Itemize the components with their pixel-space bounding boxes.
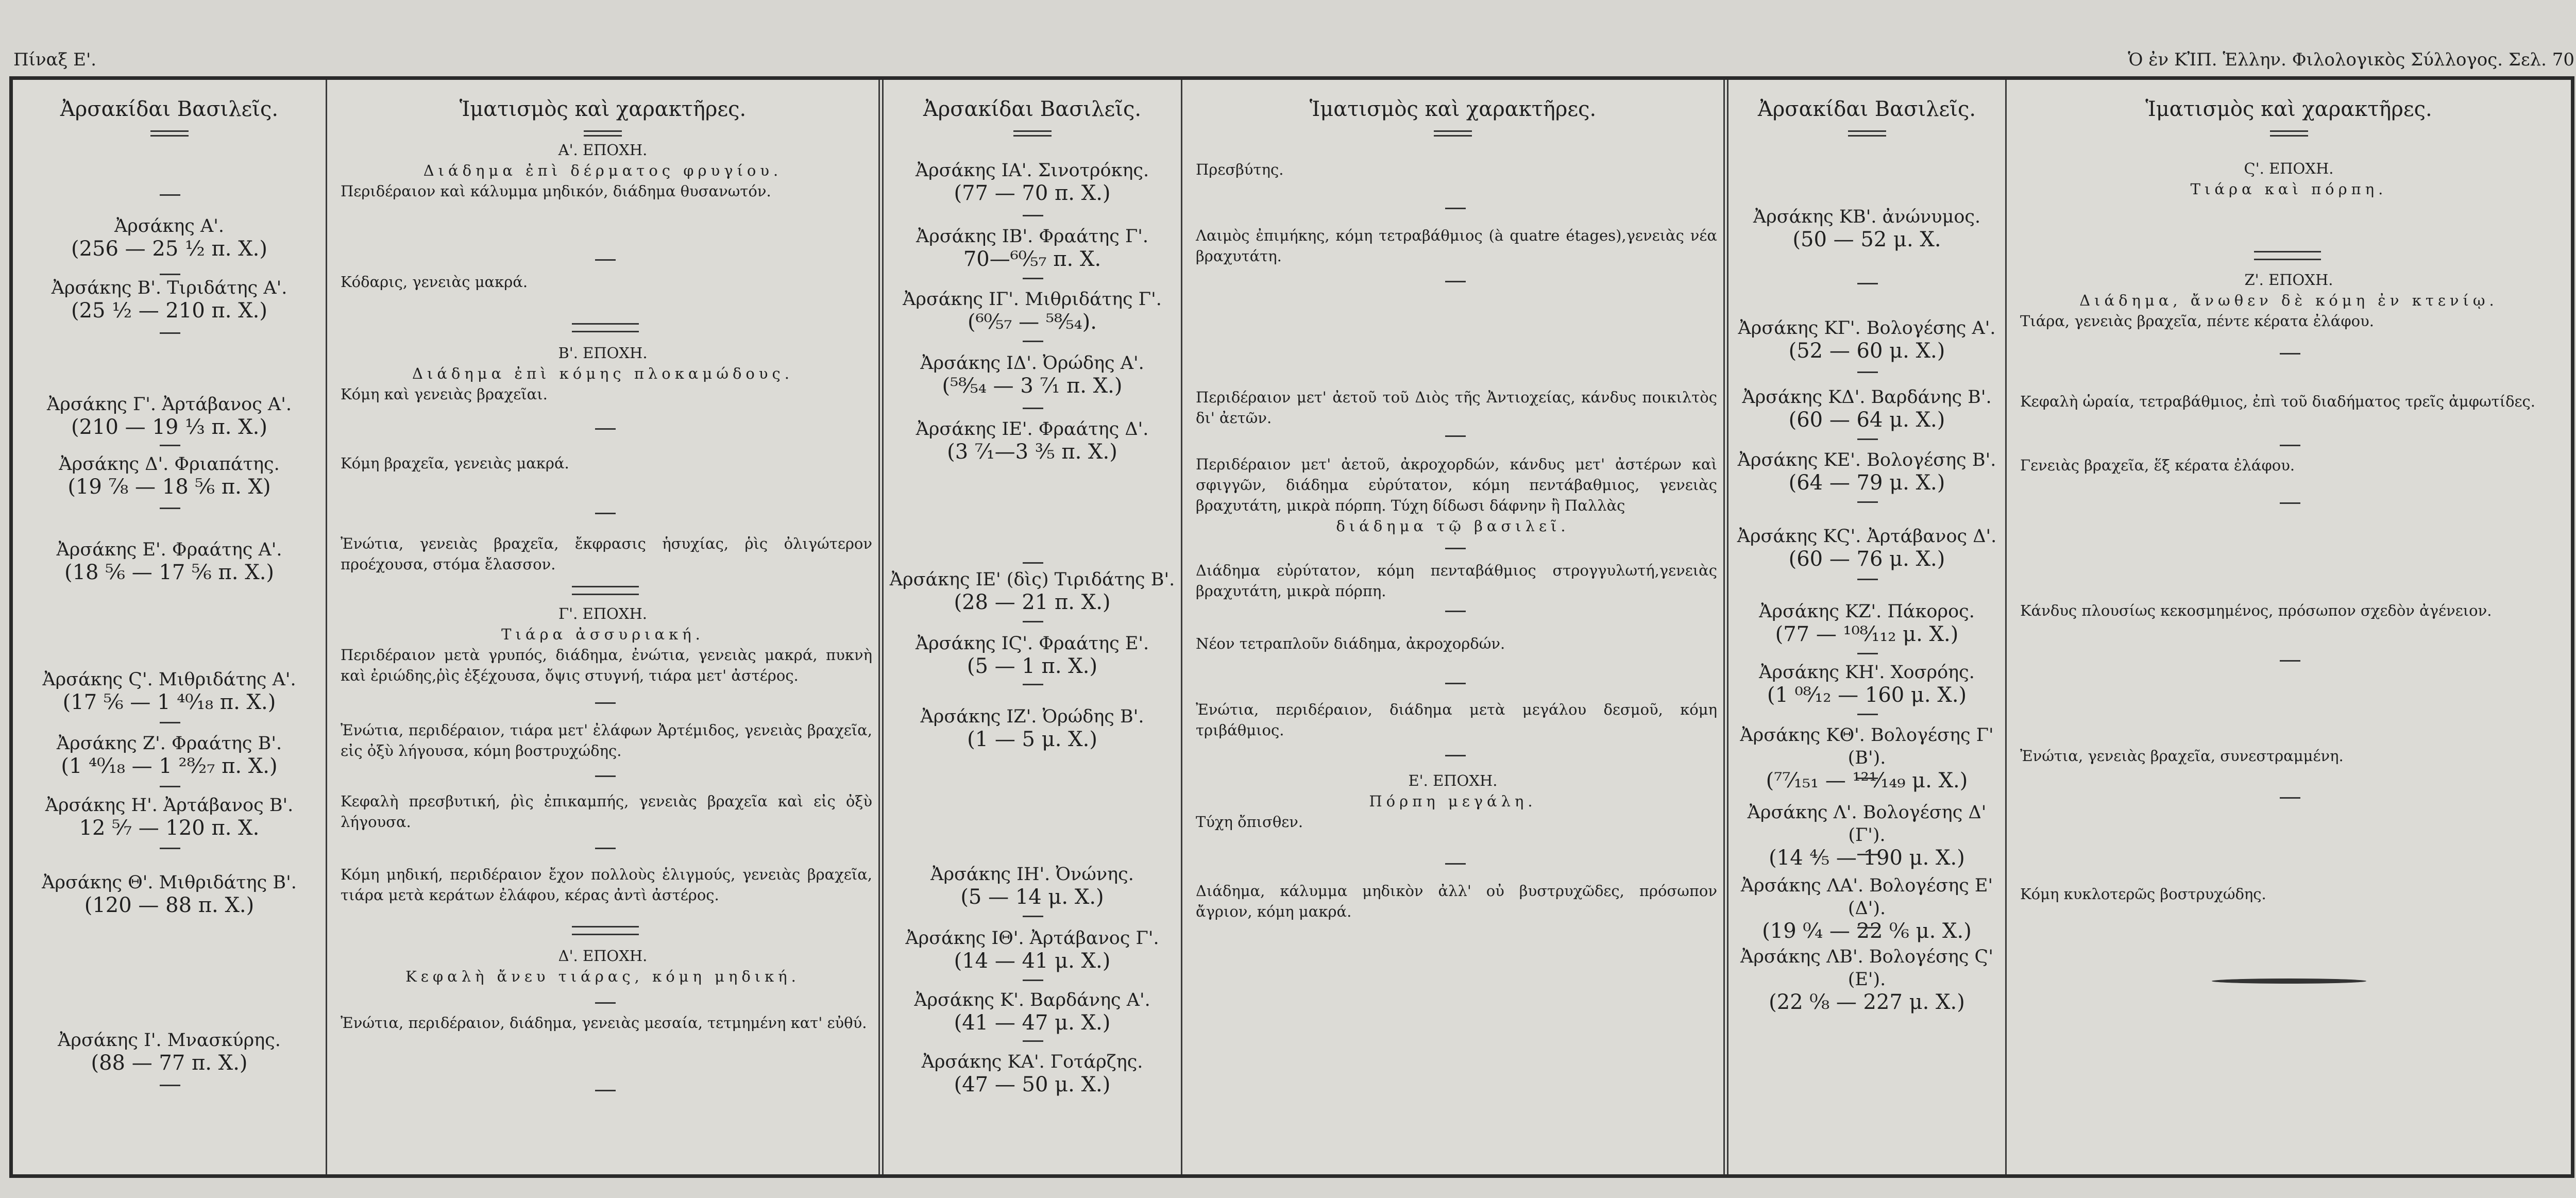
king-entry: Ἀρσάκης Ε'. Φραάτης Α'. (18 ⅚ — 17 ⅚ π. Χ.): [56, 539, 282, 584]
separator: [1023, 278, 1043, 279]
column-heading: Ἀρσακίδαι Βασιλεῖς.: [60, 97, 279, 121]
king-entry: Ἀρσάκης Γ'. Ἀρτάβανος Α'. (210 — 19 ⅓ π. Χ.): [47, 394, 292, 439]
separator: [1857, 372, 1878, 373]
separator: [595, 513, 616, 514]
separator: [1857, 778, 1878, 779]
dress-column-2: [1182, 80, 1728, 1174]
separator: [2280, 660, 2300, 662]
separator: [1445, 683, 1466, 684]
epoch-title: Δ'. ΕΠΟΧΗ.: [558, 947, 648, 965]
separator: [1445, 863, 1466, 865]
separator: [1445, 208, 1466, 209]
kings-column-2: [884, 80, 1182, 1174]
separator: [2280, 353, 2300, 355]
epoch-title: Β'. ΕΠΟΧΗ.: [558, 344, 648, 362]
separator: [1857, 579, 1878, 580]
heading-rule: [1434, 130, 1472, 137]
separator: [595, 848, 616, 849]
separator: [1023, 684, 1043, 685]
king-entry: Ἀρσάκης ΙΗ'. Ὀνώνης. (5 — 14 μ. Χ.): [930, 864, 1134, 909]
column-heading: Ἱματισμὸς καὶ χαρακτῆρες.: [2145, 97, 2432, 121]
king-entry: Ἀρσάκης ΚΕ'. Βολογέσης Β'. (64 — 79 μ. Χ.): [1737, 450, 1996, 495]
column-heading: Ἀρσακίδαι Βασιλεῖς.: [1757, 97, 1976, 121]
separator: [595, 702, 616, 704]
separator: [595, 1090, 616, 1091]
description-text: Κάνδυς πλουσίως κεκοσμημένος, πρόσωπον σχεδὸν ἀγένειον.: [2020, 602, 2492, 619]
separator: [1857, 283, 1878, 284]
description-text: Διάδημα, κάλυμμα μηδικὸν ἀλλ' οὐ βυστρυχῶδες, πρόσωπον ἄγριον, κόμη μακρά.: [1196, 882, 1717, 920]
epoch-separator: [572, 926, 639, 935]
king-entry: Ἀρσάκης Ι'. Μνασκύρης. (88 — 77 π. Χ.): [58, 1030, 281, 1075]
king-entry: Ἀρσάκης ΛΒ'. Βολογέσης Ϛ' (Ε'). (22 ⁰⁄₈ — 227 μ. Χ.): [1740, 947, 1993, 1014]
description-text: Διάδημα εὐρύτατον, κόμη πενταβάθμιος στρογγυλωτή,γενειὰς βραχυτάτη, μικρὰ πόρπη.: [1196, 562, 1717, 600]
description-text: Ἐνώτια, περιδέραιον, τιάρα μετ' ἐλάφων Ἀρτέμιδος, γενειὰς βραχεῖα, εἰς ὀξὺ λήγουσα, κόμη βοστρυχώδης.: [341, 721, 872, 760]
epoch-title: Ζ'. ΕΠΟΧΗ.: [2244, 271, 2333, 289]
heading-rule: [2270, 130, 2308, 137]
epoch-subtitle: Διάδημα ἐπὶ δέρματος φρυγίου.: [423, 162, 783, 179]
king-entry: Ἀρσάκης ΙϚ'. Φραάτης Ε'. (5 — 1 π. Χ.): [915, 633, 1149, 678]
heading-rule: [1848, 130, 1886, 137]
separator: [160, 508, 180, 509]
king-entry: Ἀρσάκης ΙΔ'. Ὀρώδης Α'. (⁵⁸⁄₅₄ — 3 ⁷⁄₁ π. Χ.): [920, 353, 1144, 398]
separator: [1445, 548, 1466, 549]
separator: [160, 786, 180, 787]
separator: [160, 274, 180, 275]
epoch-title: Ϛ'. ΕΠΟΧΗ.: [2244, 160, 2334, 177]
separator: [1445, 281, 1466, 282]
description-text: Κόδαρις, γενειὰς μακρά.: [341, 273, 528, 291]
epoch-subtitle: Διάδημα, ἄνωθεν δὲ κόμη ἐν κτενίῳ.: [2079, 292, 2498, 309]
separator: [595, 259, 616, 261]
epoch-separator: [572, 586, 639, 595]
description-text: Κόμη κυκλοτερῶς βοστρυχώδης.: [2020, 885, 2266, 903]
description-text: Κόμη μηδική, περιδέραιον ἔχον πολλοὺς ἑλιγμούς, γενειὰς βραχεῖα, τιάρα μετὰ κεράτων ἐλάφου, κέρας ἀντὶ ἀστέρος.: [341, 866, 872, 904]
king-entry: Ἀρσάκης Λ'. Βολογέσης Δ' (Γ'). (14 ⅘ — 190 μ. Χ.): [1747, 802, 1987, 870]
king-entry: Ἀρσάκης ΙΘ'. Ἀρτάβανος Γ'. (14 — 41 μ. Χ.): [905, 928, 1159, 973]
epoch-separator: [572, 323, 639, 332]
description-text: Τύχη ὄπισθεν.: [1196, 813, 1303, 831]
description-text: Κόμη καὶ γενειὰς βραχεῖαι.: [341, 385, 548, 403]
king-entry: Ἀρσάκης ΚΔ'. Βαρδάνης Β'. (60 — 64 μ. Χ.): [1742, 387, 1992, 432]
column-heading: Ἀρσακίδαι Βασιλεῖς.: [923, 97, 1142, 121]
plate-label: Πίναξ Ε'.: [13, 49, 97, 70]
king-entry: Ἀρσάκης ΚϚ'. Ἀρτάβανος Δ'. (60 — 76 μ. Χ.): [1737, 526, 1997, 571]
king-entry: Ἀρσάκης ΙΒ'. Φραάτης Γ'. 70—⁶⁰⁄₅₇ π. Χ.: [916, 226, 1148, 271]
king-entry: Ἀρσάκης ΙΖ'. Ὀρώδης Β'. (1 — 5 μ. Χ.): [920, 706, 1144, 751]
separator: [1857, 438, 1878, 440]
king-entry: Ἀρσάκης Η'. Ἀρτάβανος Β'. 12 ⁵⁄₇ — 120 π. Χ.: [45, 795, 294, 840]
separator: [160, 332, 180, 334]
description-text: Κεφαλὴ ὡραία, τετραβάθμιος, ἐπὶ τοῦ διαδήματος τρεῖς ἀμφωτίδες.: [2020, 393, 2536, 410]
separator: [1023, 1040, 1043, 1042]
king-entry: Ἀρσάκης ΙΓ'. Μιθριδάτης Γ'. (⁶⁰⁄₅₇ — ⁵⁸⁄₅₄).: [903, 289, 1162, 334]
heading-rule: [584, 130, 622, 137]
description-text: Πρεσβύτης.: [1196, 161, 1284, 178]
description-text: Κεφαλὴ πρεσβυτική, ῥὶς ἐπικαμπής, γενειὰς βραχεῖα καὶ εἰς ὀξὺ λήγουσα.: [341, 792, 872, 831]
description-text: Λαιμὸς ἐπιμήκης, κόμη τετραβάθμιος (à quatre étages),γενειὰς νέα βραχυτάτη.: [1196, 227, 1717, 265]
separator: [1857, 653, 1878, 654]
separator: [1445, 611, 1466, 612]
description-text: διάδημα τῷ βασιλεῖ.: [1336, 517, 1570, 535]
separator: [1023, 341, 1043, 342]
separator: [1445, 435, 1466, 437]
description-text: Γενειὰς βραχεῖα, ἕξ κέρατα ἐλάφου.: [2020, 457, 2295, 474]
king-entry: Ἀρσάκης ΚΓ'. Βολογέσης Α'. (52 — 60 μ. Χ.): [1738, 318, 1996, 363]
description-text: Νέον τετραπλοῦν διάδημα, ἀκροχορδών.: [1196, 635, 1505, 652]
separator: [1023, 621, 1043, 622]
king-entry: Ἀρσάκης ΚΗ'. Χοσρόης. (1 ⁰⁸⁄₁₂ — 160 μ. Χ.): [1759, 662, 1975, 707]
separator: [1023, 916, 1043, 917]
king-entry: Ἀρσάκης ΚΖ'. Πάκορος. (77 — ¹⁰⁸⁄₁₁₂ μ. Χ.): [1759, 601, 1975, 646]
epoch-title: Γ'. ΕΠΟΧΗ.: [558, 605, 647, 622]
separator: [1857, 854, 1878, 855]
separator: [160, 445, 180, 446]
king-entry: Ἀρσάκης Β'. Τιριδάτης Α'. (25 ½ — 210 π. Χ.): [51, 278, 287, 323]
king-entry: Ἀρσάκης ΚΑ'. Γοτάρζης. (47 — 50 μ. Χ.): [921, 1052, 1143, 1096]
epoch-subtitle: Κεφαλὴ ἄνευ τιάρας, κόμη μηδική.: [405, 968, 800, 985]
description-text: Ἐνώτια, περιδέραιον, διάδημα, γενειὰς μεσαία, τετμημένη κατ' εὐθύ.: [341, 1014, 867, 1032]
epoch-title: Α'. ΕΠΟΧΗ.: [558, 141, 648, 159]
separator: [595, 428, 616, 430]
king-entry: Ἀρσάκης ΚΘ'. Βολογέσης Γ' (Β'). (⁷⁷⁄₁₅₁ — ¹²¹⁄₁₄₉ μ. Χ.): [1740, 725, 1994, 792]
king-entry: Ἀρσάκης ΚΒ'. ἀνώνυμος. (50 — 52 μ. Χ.: [1753, 207, 1981, 251]
description-text: Περιδέραιον μετ' ἀετοῦ, ἀκροχορδών, κάνδυς μετ' ἀστέρων καὶ σφιγγῶν, διάδημα εὐρύτατον, κόμη πεντάβαθμιος, γενειὰς βραχυτάτη, μικρὰ πόρπη. Τύχη δίδωσι δάφνην ἢ Παλλὰς: [1196, 455, 1717, 514]
separator: [595, 775, 616, 777]
kings-column-1: [13, 80, 327, 1174]
king-entry: Ἀρσάκης Δ'. Φριαπάτης. (19 ⅞ — 18 ⅚ π. Χ): [59, 454, 280, 499]
king-entry: Ἀρσάκης ΛΑ'. Βολογέσης Ε' (Δ'). (19 ⁰⁄₄ — 22 ⁰⁄₆ μ. Χ.): [1740, 875, 1993, 943]
column-heading: Ἱματισμὸς καὶ χαρακτῆρες.: [459, 97, 747, 121]
description-text: Περιδέραιον μετ' ἀετοῦ τοῦ Διὸς τῆς Ἀντιοχείας, κάνδυς ποικιλτὸς δι' ἀετῶν.: [1196, 389, 1717, 427]
dress-column-3: [2007, 80, 2571, 1174]
end-ornament: [2212, 978, 2366, 984]
king-entry: Ἀρσάκης ΙΑ'. Σινοτρόκης. (77 — 70 π. Χ.): [915, 160, 1149, 205]
description-text: Ἐνώτια, γενειὰς βραχεῖα, ἔκφρασις ἡσυχίας, ῥὶς ὀλιγώτερον προέχουσα, στόμα ἔλασσον.: [341, 535, 872, 573]
epoch-subtitle: Τιάρα ἀσσυριακή.: [501, 626, 704, 643]
separator: [2280, 502, 2300, 504]
separator: [1445, 755, 1466, 756]
description-text: Περιδέραιον μετὰ γρυπός, διάδημα, ἐνώτια, γενειὰς μακρά, πυκνὴ καὶ ἐριώδης,ῥὶς ἐξέχουσα, ὄψις στυγνή, τιάρα μετ' ἀστέρος.: [341, 646, 872, 684]
dress-column-1: [327, 80, 884, 1174]
column-heading: Ἱματισμὸς καὶ χαρακτῆρες.: [1309, 97, 1597, 121]
separator: [1857, 927, 1878, 929]
separator: [1857, 714, 1878, 715]
separator: [2280, 797, 2300, 799]
separator: [595, 1002, 616, 1004]
separator: [160, 194, 180, 196]
king-entry: Ἀρσάκης Κ'. Βαρδάνης Α'. (41 — 47 μ. Χ.): [914, 990, 1150, 1035]
king-entry: Ἀρσάκης Ζ'. Φραάτης Β'. (1 ⁴⁰⁄₁₈ — 1 ²⁸⁄₂₇ π. Χ.): [56, 733, 282, 778]
separator: [160, 848, 180, 849]
table-frame: [9, 76, 2574, 1178]
separator: [160, 1085, 180, 1086]
separator: [2280, 445, 2300, 446]
kings-column-3: [1728, 80, 2007, 1174]
description-text: Ἐνώτια, γενειὰς βραχεῖα, συνεστραμμένη.: [2020, 747, 2344, 765]
epoch-title: Ε'. ΕΠΟΧΗ.: [1408, 772, 1498, 789]
separator: [1857, 501, 1878, 503]
description-text: Τιάρα, γενειὰς βραχεῖα, πέντε κέρατα ἐλάφου.: [2020, 312, 2374, 330]
journal-header: Ὁ ἐν ΚἸΠ. Ἑλλην. Φιλολογικὸς Σύλλογος. Σελ. 70: [2128, 49, 2574, 70]
separator: [1023, 562, 1043, 564]
epoch-subtitle: Διάδημα ἐπὶ κόμης πλοκαμώδους.: [412, 365, 793, 382]
heading-rule: [1013, 130, 1052, 137]
king-entry: Ἀρσάκης Θ'. Μιθριδάτης Β'. (120 — 88 π. Χ.): [42, 872, 297, 917]
separator: [1023, 408, 1043, 409]
description-text: Κόμη βραχεῖα, γενειὰς μακρά.: [341, 454, 569, 472]
epoch-separator: [2254, 251, 2321, 260]
description-text: Ἐνώτια, περιδέραιον, διάδημα μετὰ μεγάλου δεσμοῦ, κόμη τριβάθμιος.: [1196, 701, 1717, 739]
king-entry: Ἀρσάκης ΙΕ' (δὶς) Τιριδάτης Β'. (28 — 21 π. Χ.): [889, 569, 1175, 614]
epoch-subtitle: Τιάρα καὶ πόρπη.: [2190, 180, 2387, 198]
epoch-subtitle: Πόρπη μεγάλη.: [1369, 792, 1537, 810]
king-entry: Ἀρσάκης ΙΕ'. Φραάτης Δ'. (3 ⁷⁄₁—3 ⅗ π. Χ.): [916, 419, 1149, 464]
king-entry: Ἀρσάκης Α'. (256 — 25 ½ π. Χ.): [71, 216, 267, 261]
separator: [1023, 980, 1043, 981]
description-text: Περιδέραιον καὶ κάλυμμα μηδικόν, διάδημα θυσανωτόν.: [341, 182, 771, 200]
separator: [1023, 215, 1043, 216]
heading-rule: [150, 130, 189, 137]
king-entry: Ἀρσάκης Ϛ'. Μιθριδάτης Α'. (17 ⅚ — 1 ⁴⁰⁄₁₈ π. Χ.): [42, 669, 296, 714]
separator: [160, 722, 180, 723]
